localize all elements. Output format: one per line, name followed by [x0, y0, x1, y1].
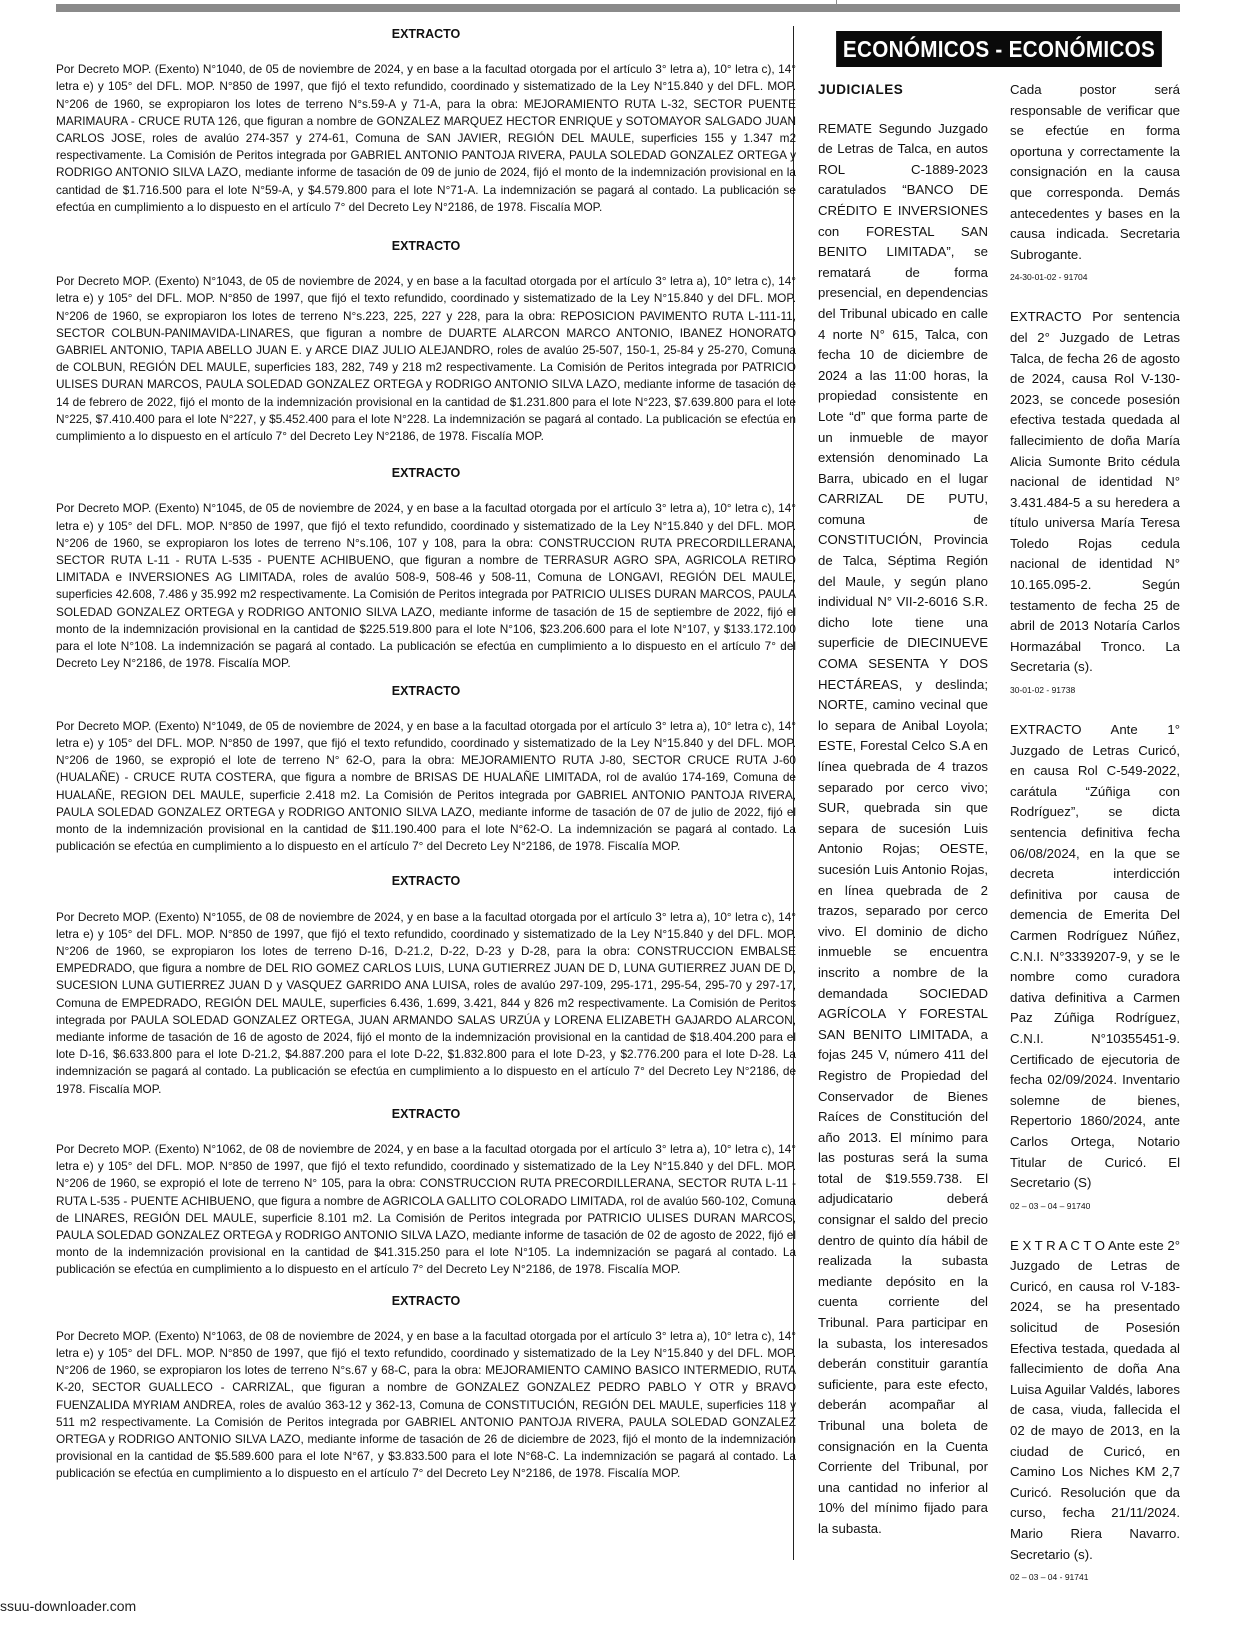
notice-extracto-1049 [56, 683, 796, 856]
classified-item: EXTRACTO Por sentencia del 2° Juzgado de Letras Talca, de fecha 26 de agosto de 2024, causa Rol V-130-2023, se concede posesión efectiva testada quedada al fallecimiento de doña María Alicia Sumonte Brito cédula nacional de identidad N° 3.431.484-5 a su heredera a título universa María Teresa Toledo Rojas cedula nacional de identidad N° 10.165.095-2. Según testamento de fecha 25 de abril de 2013 Notaría Carlos Hormazábal Tronсо. La Secretaria (s). [1010, 309, 1180, 675]
notice-heading: EXTRACTO [391, 1106, 461, 1121]
notice-heading: EXTRACTO [391, 27, 461, 41]
classified-code: 30-01-02 - 91738 [1010, 685, 1076, 696]
notice-body: Por Decreto MOP. (Exento) N°1055, de 08 de noviembre de 2024, y en base a la facultad otorgada por el artículo 3° letra a), 10° letra c), 14° letra e) y 105° del DFL. MOP. N°850 de 1997, que fijó el texto refundido, coordinado y sistematizado de la Ley N°15.840 y del DFL. MOP. N°206 de 1960, se expropiaron los lotes de terreno D-16, D-21.2, D-22, D-23 y D-28, para la obra: CONSTRUCCION EMBALSE EMPEDRADO, que figura a nombre de DEL RIO GOMEZ CARLOS LUIS, LUNA GUTIERREZ JUAN DE D, LUNA GUTIERREZ JUAN DE D, SUCESION LUNA GUTIERREZ JUAN D y VASQUEZ GARRIDO ANA LUISA, roles de avalúo 297-109, 295-171, 295-54, 295-70 y 297-17, Comuna de EMPEDRADO, REGIÓN DEL MAULE, superficies 6.436, 1.699, 3.421, 844 y 826 m2 respectivamente. La Comisión de Peritos integrada por PAULA SOLEDAD GONZALEZ ORTEGA, JUAN ARMANDO SALAS URZÚA y LORENA ELIZABETH GAJARDO ALARCON, mediante informe de tasación de 16 de agosto de 2024, fijó el monto de la indemnización provisional en la cantidad de $18.404.200 para el lote D-16, $6.633.800 para el lote D-21.2, $4.887.200 para el lote D-22, $1.832.800 para el lote D-23, y $2.776.200 para el lote D-28. La indemnización se pagará al contado. La publicación se efectúa en cumplimiento a lo dispuesto en el artículo 7° del Decreto Ley N°2186, de 1978. Fiscalía MOP. [56, 909, 796, 1096]
classified-code: 02 – 03 – 04 - 91741 [1010, 1572, 1089, 1583]
watermark-text: ssuu-downloader.com [0, 1598, 137, 1614]
notice-heading: EXTRACTO [391, 874, 461, 889]
classified-item: EXTRACTO Ante 1° Juzgado de Letras Curicó, en causa Rol C-549-2022, carátula “Zúñiga con Rodríguez”, se dicta sentencia definitiva fecha 06/08/2024, en la que se decreta interdicción definitiva por causa de demencia de Emerita Del Carmen Rodríguez Núñez, C.N.I. N°3339207-9, y se le nombre como curadora dativa definitiva a Carmen Paz Zúñiga Rodríguez, C.N.I. N°10355451-9. Certificado de ejecutoria de fecha 02/09/2024. Inventario solemne de bienes, Repertorio 1860/2024, ante Carlos Ortega, Notario Titular de Curicó. El Secretario (S) [1010, 722, 1180, 1191]
notice-body: Por Decreto MOP. (Exento) N°1062, de 08 de noviembre de 2024, y en base a la facultad otorgada por el artículo 3° letra a), 10° letra c), 14° letra e) y 105° del DFL. MOP. N°850 de 1997, que fijó el texto refundido, coordinado y sistematizado de la Ley N°15.840 y del DFL. MOP. N°206 de 1960, se expropió el lote de terreno N° 105, para la obra: CONSTRUCCION RUTA PRECORDILLERANA, SECTOR RUTA L-11 - RUTA L-535 - PUENTE ACHIBUENO, que figura a nombre de AGRICOLA GALLITO COLORADO LIMITADA, rol de avalúo 560-102, Comuna de LINARES, REGIÓN DEL MAULE, superficie 8.101 m2. La Comisión de Peritos integrada por PATRICIO ULISES DURAN MARCOS, PAULA SOLEDAD GONZALEZ ORTEGA y RODRIGO ANTONIO SILVA LAZO, mediante informe de tasación de 02 de agosto de 2022, fijó el monto de la indemnización provisional en la cantidad de $41.315.250 para el lote N°105. La indemnización se pagará al contado. La publicación se efectúa en cumplimiento a lo dispuesto en el artículo 7° del Decreto Ley N°2186, de 1978. Fiscalía MOP. [56, 1141, 796, 1277]
remate-notice: REMATE Segundo Juzgado de Letras de Talca, en autos ROL C-1889-2023 caratulados “BANCO DE CRÉDITO E INVERSIONES con FORESTAL SAN BENITO LIMITADA”, se rematará de forma presencial, en dependencias del Tribunal ubicado en calle 4 norte N° 615, Talca, con fecha 10 de diciembre de 2024 a las 11:00 horas, la propiedad consistente en Lote “d” que forma parte de un inmueble de mayor extensión denominado La Barra, ubicado en el lugar CARRIZAL DE PUTU, comuna de CONSTITUCIÓN, Provincia de Talca, Séptima Región del Maule, y según plano individual N° VII-2-6016 S.R. dicho lote tiene una superficie de DIECINUEVE COMA SESENTA Y DOS HECTÁREAS, y deslinda; NORTE, camino vecinal que lo separa de Anibal Loyola; ESTE, Forestal Celco S.A en línea quebrada de 4 trazos separado por cerco vivo; SUR, quebrada sin que separa de sucesión Luis Antonio Rojas; OESTE, sucesión Luis Antonio Rojas, en línea quebrada de 2 trazos, separado por cerco vivo. El dominio de dicho inmueble se encuentra inscrito a nombre de la demandada SOCIEDAD AGRÍCOLA Y FORESTAL SAN BENITO LIMITADA, a fojas 245 V, número 411 del Registro de Propiedad del Conservador de Bienes Raíces de Constitución del año 2013. El mínimo para las posturas será la suma total de $19.559.738. El adjudicatario deberá consignar el saldo del precio dentro de quinto día hábil de realizada la subasta mediante depósito en la cuenta corriente del Tribunal. Para participar en la subasta, los interesados deberán constituir garantía suficiente, para este efecto, deberán acompañar al Tribunal una boleta de consignación en la Cuenta Corriente del Tribunal, por una cantidad no inferior al 10% del mínimo fijado para la subasta. [818, 120, 988, 1536]
notice-extracto-1045 [56, 465, 796, 672]
top-rule [56, 4, 1180, 12]
notice-body: Por Decreto MOP. (Exento) N°1045, de 05 de noviembre de 2024, y en base a la facultad otorgada por el artículo 3° letra a), 10° letra c), 14° letra e) y 105° del DFL. MOP. N°850 de 1997, que fijó el texto refundido, coordinado y sistematizado de la Ley N°15.840 y del DFL. MOP. N°206 de 1960, se expropiaron los lotes de terreno N°s.106, 107 y 108, para la obra: CONSTRUCCION RUTA PRECORDILLERANA, SECTOR RUTA L-11 - RUTA L-535 - PUENTE ACHIBUENO, que figuran a nombre de TERRASUR AGRO SPA, AGRICOLA RETIRO LIMITADA e INVERSIONES AG LIMITADA, roles de avalúo 508-9, 508-46 y 508-11, Comuna de LONGAVI, REGIÓN DEL MAULE, superficies 42.608, 7.486 y 35.992 m2 respectivamente. La Comisión de Peritos integrada por PATRICIO ULISES DURAN MARCOS, PAULA SOLEDAD GONZALEZ ORTEGA y RODRIGO ANTONIO SILVA LAZO, mediante informe de tasación de 15 de septiembre de 2022, fijó el monto de la indemnización provisional en la cantidad de $225.519.800 para el lote N°106, $23.206.600 para el lote N°107, y $133.172.100 para el lote N°108. La indemnización se pagará al contado. La publicación se efectúa en cumplimiento a lo dispuesto en el artículo 7° del Decreto Ley N°2186, de 1978. Fiscalía MOP. [56, 501, 796, 671]
classified-code: 24-30-01-02 - 91704 [1010, 272, 1088, 283]
notice-extracto-1063 [56, 1293, 796, 1483]
notice-extracto-1062 [56, 1106, 796, 1279]
section-title-judiciales: JUDICIALES [818, 82, 904, 97]
notice-heading: EXTRACTO [391, 466, 461, 481]
classifieds-column-1 [818, 80, 988, 1540]
expropriation-notices-column [56, 26, 796, 1483]
notice-heading: EXTRACTO [391, 1293, 461, 1308]
notice-heading: EXTRACTO [391, 683, 461, 698]
classified-code: 02 – 03 – 04 – 91740 [1010, 1200, 1091, 1211]
classifieds-column-2 [1010, 80, 1180, 1607]
notice-body: Por Decreto MOP. (Exento) N°1043, de 05 de noviembre de 2024, y en base a la facultad otorgada por el artículo 3° letra a), 10° letra c), 14° letra e) y 105° del DFL. MOP. N°850 de 1997, que fijó el texto refundido, coordinado y sistematizado de la Ley N°15.840 y del DFL. MOP. N°206 de 1960, se expropiaron los lotes de terreno N°s.223, 225, 227 y 228, para la obra: REPOSICION PAVIMENTO RUTA L-111-11, SECTOR COLBUN-PANIMAVIDA-LINARES, que figuran a nombre de DUARTE ALARCON MARCO ANTONIO, IBANEZ HONORATO GABRIEL ANTONIO, TAPIA ABELLO JUAN E. y ARCE DIAZ JULIO ALEJANDRO, roles de avalúo 25-507, 150-1, 25-84 y 25-270, Comuna de COLBUN, REGIÓN DEL MAULE, superficies 183, 282, 749 y 218 m2 respectivamente. La Comisión de Peritos integrada por PATRICIO ULISES DURAN MARCOS, PAULA SOLEDAD GONZALEZ ORTEGA y RODRIGO ANTONIO SILVA LAZO, mediante informe de tasación de 14 de febrero de 2022, fijó el monto de la indemnización provisional en la cantidad de $1.231.800 para el lote N°223, $7.639.800 para el lote N°225, $7.410.400 para el lote N°227, y $5.452.400 para el lote N°228. La indemnización se pagará al contado. La publicación se efectúa en cumplimiento a lo dispuesto en el artículo 7° del Decreto Ley N°2186, de 1978. Fiscalía MOP. [56, 274, 796, 444]
classified-item: Cada postor será responsable de verificar que se efectúe en forma oportuna y correctamente la consignación en la causa que corresponda. Demás antecedentes y bases en la causa indicada. Secretaria Subrogante. [1010, 82, 1180, 262]
notice-body: Por Decreto MOP. (Exento) N°1049, de 05 de noviembre de 2024, y en base a la facultad otorgada por el artículo 3° letra a), 10° letra c), 14° letra e) y 105° del DFL. MOP. N°850 de 1997, que fijó el texto refundido, coordinado y sistematizado de la Ley N°15.840 y del DFL. MOP. N°206 de 1960, se expropió el lote de terreno N° 62-O, para la obra: MEJORAMIENTO RUTA J-80, SECTOR CRUCE RUTA J-60 (HUALAÑE) - CRUCE RUTA COSTERA, que figura a nombre de BRISAS DE HUALAÑE LIMITADA, rol de avalúo 174-169, Comuna de HUALAÑE, REGION DEL MAULE, superficie 2.418 m2. La Comisión de Peritos integrada por GABRIEL ANTONIO PANTOJA RIVERA, PAULA SOLEDAD GONZALEZ ORTEGA y RODRIGO ANTONIO SILVA LAZO, mediante informe de tasación de 07 de julio de 2022, fijó el monto de la indemnización provisional en la cantidad de $11.190.400 para el lote N°62-O. La indemnización se pagará al contado. La publicación se efectúa en cumplimiento a lo dispuesto en el artículo 7° del Decreto Ley N°2186, de 1978. Fiscalía MOP. [56, 718, 796, 854]
notice-extracto-1055 [56, 873, 796, 1097]
notice-extracto-1040 [56, 26, 796, 216]
notice-heading: EXTRACTO [391, 239, 461, 254]
notice-extracto-1043 [56, 238, 796, 445]
top-rule-tick [836, 0, 837, 12]
notice-body: Por Decreto MOP. (Exento) N°1040, de 05 de noviembre de 2024, y en base a la facultad otorgada por el artículo 3° letra a), 10° letra c), 14° letra e) y 105° del DFL. MOP. N°850 de 1997, que fijó el texto refundido, coordinado y sistematizado de la Ley N°15.840 y del DFL. MOP. N°206 de 1960, se expropiaron los lotes de terreno N°s.59-A y 71-A, para la obra: MEJORAMIENTO RUTA L-32, SECTOR PUENTE MARIMAURA - CRUCE RUTA 126, que figuran a nombre de GONZALEZ MARQUEZ HECTOR ENRIQUE y SOTOMAYOR SALGADO JUAN CARLOS JOSE, roles de avalúo 274-357 y 274-61, Comuna de SAN JAVIER, REGIÓN DEL MAULE, superficies 155 y 1.347 m2 respectivamente. La Comisión de Peritos integrada por GABRIEL ANTONIO PANTOJA RIVERA, PAULA SOLEDAD GONZALEZ ORTEGA y RODRIGO ANTONIO SILVA LAZO, mediante informe de tasación de 09 de junio de 2024, fijó el monto de la indemnización provisional en la cantidad de $1.716.500 para el lote N°59-A, y $4.579.800 para el lote N°71-A. La indemnización se pagará al contado. La publicación se efectúa en cumplimiento a lo dispuesto en el artículo 7° del Decreto Ley N°2186, de 1978. Fiscalía MOP. [56, 62, 796, 214]
notice-body: Por Decreto MOP. (Exento) N°1063, de 08 de noviembre de 2024, y en base a la facultad otorgada por el artículo 3° letra a), 10° letra c), 14° letra e) y 105° del DFL. MOP. N°850 de 1997, que fijó el texto refundido, coordinado y sistematizado de la Ley N°15.840 y del DFL. MOP. N°206 de 1960, se expropiaron los lotes de terreno N°s.67 y 68-C, para la obra: MEJORAMIENTO CAMINO BASICO INTERMEDIO, RUTA K-20, SECTOR GUALLECO - CARRIZAL, que figuran a nombre de GONZALEZ GONZALEZ PEDRO PABLO Y OTR y BRAVO FUENZALIDA MYRIAM ANDREA, roles de avalúo 363-12 y 362-13, Comuna de CONSTITUCIÓN, REGIÓN DEL MAULE, superficies 118 y 511 m2 respectivamente. La Comisión de Peritos integrada por GABRIEL ANTONIO PANTOJA RIVERA, PAULA SOLEDAD GONZALEZ ORTEGA y RODRIGO ANTONIO SILVA LAZO, mediante informe de tasación de 26 de diciembre de 2023, fijó el monto de la indemnización provisional en la cantidad de $5.589.600 para el lote N°67, y $3.833.500 para el lote N°68-C. La indemnización se pagará al contado. La publicación se efectúa en cumplimiento a lo dispuesto en el artículo 7° del Decreto Ley N°2186, de 1978. Fiscalía MOP. [56, 1328, 796, 1481]
classifieds-banner: ECONÓMICOS - ECONÓMICOS [836, 31, 1162, 67]
classified-item: E X T R A C T O Ante este 2° Juzgado de Letras de Curicó, en causa rol V-183-2024, se ha presentado solicitud de Posesión Efectiva testada, quedada al fallecimiento de doña Ana Luisa Aguilar Valdés, labores de casa, viuda, fallecida el 02 de mayo de 2013, en la ciudad de Curicó, en Camino Los Niches KM 2,7 Curicó. Resolución que da curso, fecha 21/11/2024. Mario Riera Navarro. Secretario (s). [1010, 1237, 1180, 1562]
